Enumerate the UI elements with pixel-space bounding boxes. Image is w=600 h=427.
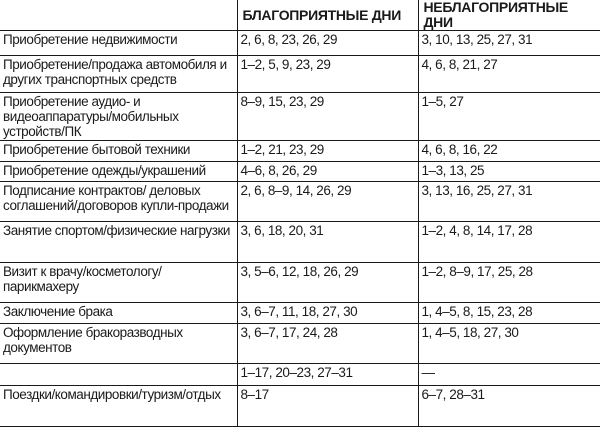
activity-cell: Приобретение/продажа автомобиля и других транспортных средств (0, 56, 237, 93)
table-row (0, 56, 600, 93)
activity-cell: Визит к врачу/косметологу/ парикмахеру (0, 263, 237, 303)
activity-cell: Приобретение одежды/украшений (0, 162, 237, 182)
activity-cell: Занятие спортом/физические нагрузки (0, 222, 237, 263)
table-row (0, 386, 600, 427)
header-favorable-days: БЛАГОПРИЯТНЫЕ ДНИ (237, 0, 418, 31)
unfavorable-days-cell: 3, 13, 16, 25, 27, 31 (418, 182, 600, 222)
unfavorable-days-cell: 1–5, 27 (418, 93, 600, 141)
unfavorable-days-cell: 6–7, 28–31 (418, 386, 600, 427)
table-row (0, 364, 600, 386)
favorable-days-cell: 3, 5–6, 12, 18, 26, 29 (237, 263, 418, 303)
table-row (0, 263, 600, 303)
activity-cell: Приобретение бытовой техники (0, 141, 237, 162)
unfavorable-days-cell: 1–3, 13, 25 (418, 162, 600, 182)
favorable-days-cell: 8–9, 15, 23, 29 (237, 93, 418, 141)
favorable-days-cell: 2, 6, 8–9, 14, 26, 29 (237, 182, 418, 222)
favorable-days-cell: 3, 6–7, 17, 24, 28 (237, 324, 418, 364)
activity-cell: Поездки/командировки/туризм/отдых (0, 386, 237, 427)
unfavorable-days-cell: 3, 10, 13, 25, 27, 31 (418, 31, 600, 56)
unfavorable-days-cell: 1–2, 4, 8, 14, 17, 28 (418, 222, 600, 263)
favorable-days-cell: 4–6, 8, 26, 29 (237, 162, 418, 182)
table-row (0, 324, 600, 364)
header-activity (0, 0, 237, 31)
table-row (0, 182, 600, 222)
favorable-days-cell: 8–17 (237, 386, 418, 427)
activity-cell: Заключение брака (0, 303, 237, 324)
table-row (0, 141, 600, 162)
unfavorable-days-cell: 1, 4–5, 18, 27, 30 (418, 324, 600, 364)
table-row (0, 222, 600, 263)
unfavorable-days-cell: 1, 4–5, 8, 15, 23, 28 (418, 303, 600, 324)
unfavorable-days-cell: 4, 6, 8, 21, 27 (418, 56, 600, 93)
unfavorable-days-cell: 4, 6, 8, 16, 22 (418, 141, 600, 162)
table-row (0, 93, 600, 141)
activity-cell: Приобретение недвижимости (0, 31, 237, 56)
unfavorable-days-cell: — (418, 364, 600, 386)
table-row (0, 162, 600, 182)
favorable-days-cell: 1–2, 21, 23, 29 (237, 141, 418, 162)
favorable-days-cell: 1–2, 5, 9, 23, 29 (237, 56, 418, 93)
favorable-days-cell: 3, 6, 18, 20, 31 (237, 222, 418, 263)
activity-cell: Подписание контрактов/ деловых соглашений/договоров купли-продажи (0, 182, 237, 222)
activity-cell: Оформление бракоразводных документов (0, 324, 237, 364)
table-row (0, 31, 600, 56)
favorable-days-cell: 2, 6, 8, 23, 26, 29 (237, 31, 418, 56)
activity-cell: Приобретение аудио- и видеоаппаратуры/мобильных устройств/ПК (0, 93, 237, 141)
table-header-row (0, 0, 600, 31)
favorable-days-cell: 1–17, 20–23, 27–31 (237, 364, 418, 386)
activity-cell (0, 364, 237, 386)
header-unfavorable-days: НЕБЛАГОПРИЯТНЫЕ ДНИ (418, 0, 600, 31)
table-row (0, 303, 600, 324)
favorable-days-cell: 3, 6–7, 11, 18, 27, 30 (237, 303, 418, 324)
unfavorable-days-cell: 1–2, 8–9, 17, 25, 28 (418, 263, 600, 303)
